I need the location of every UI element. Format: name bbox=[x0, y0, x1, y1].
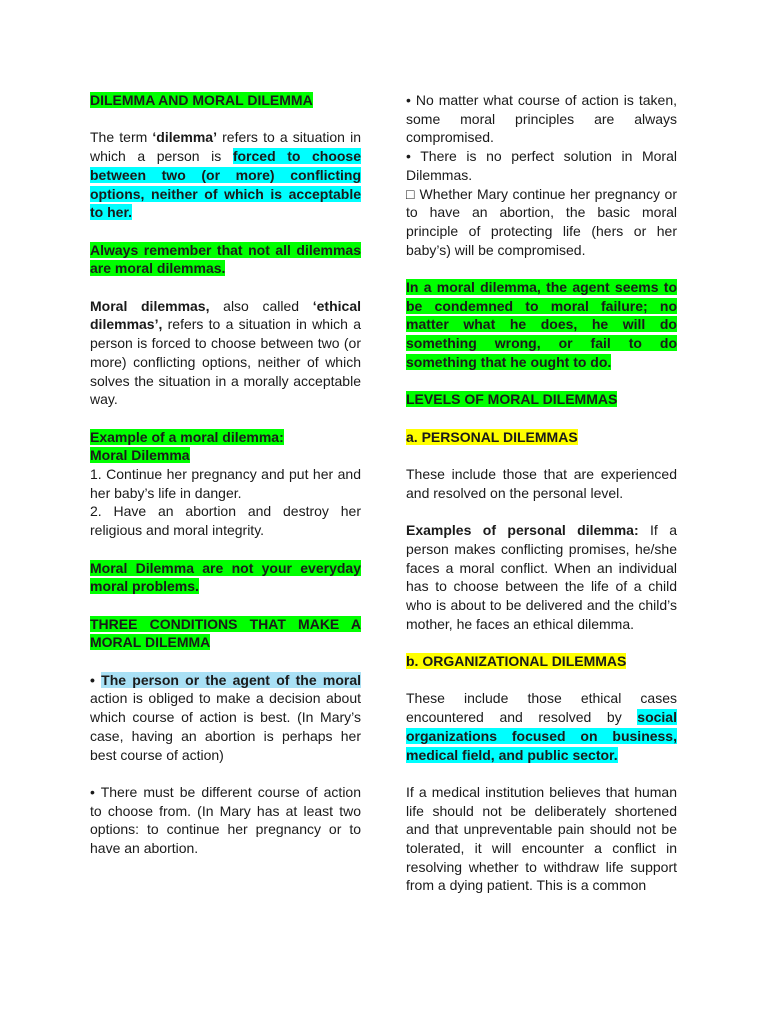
mary-example: □ Whether Mary continue her pregnancy or to have an abortion, the basic moral principle of protecting life (hers or her baby’s) will be compromised. bbox=[406, 185, 677, 258]
heading-organizational-dilemmas: b. ORGANIZATIONAL DILEMMAS bbox=[406, 653, 627, 669]
text-run: action is obliged to make a decision about which course of action is best. (In Mary’s case, having an abortion is perhaps her best course of action) bbox=[90, 690, 361, 763]
organizational-dilemmas-text bbox=[406, 689, 677, 764]
section-heading-levels: LEVELS OF MORAL DILEMMAS bbox=[406, 391, 618, 408]
term-moral-dilemmas: Moral dilemmas, bbox=[90, 297, 210, 314]
left-column bbox=[90, 91, 361, 876]
condition-1 bbox=[90, 671, 361, 765]
moral-dilemma-definition bbox=[90, 297, 361, 409]
condition-2: • There must be different course of action to choose from. (In Mary has at least two options: to continue her pregnancy or to have an abortion. bbox=[90, 783, 361, 856]
medical-institution-example: If a medical institution believes that human life should not be deliberately shortened and that unpreventable pain should not be tolerated, it will encounter a conflict in resolving whether to withdraw life support from a dying patient. This is a common bbox=[406, 783, 677, 894]
reminder-note: Always remember that not all dilemmas are moral dilemmas. bbox=[90, 241, 361, 277]
moral-failure-note: In a moral dilemma, the agent seems to be condemned to moral failure; no matter what he does, he will do something wrong, or fail to do something that he ought to do. bbox=[406, 279, 677, 370]
highlight-definition: forced to choose between two (or more) conflicting options, neither of which is acceptable to her. bbox=[90, 148, 362, 221]
heading-personal-dilemmas: a. PERSONAL DILEMMAS bbox=[406, 428, 578, 445]
text-run: also called bbox=[209, 297, 313, 314]
personal-dilemmas-text: These include those that are experienced and resolved on the personal level. bbox=[406, 466, 677, 501]
not-everyday-note: Moral Dilemma are not your everyday moral problems. bbox=[90, 559, 361, 595]
term-ethical-dilemmas: ‘ethical dilemmas’, bbox=[90, 297, 361, 333]
bullet: • bbox=[90, 671, 102, 688]
right-column bbox=[406, 91, 677, 914]
text-run: refers to a situation in which a person is bbox=[90, 129, 361, 165]
example-item-1: 1. Continue her pregnancy and put her and her baby’s life in danger. bbox=[90, 466, 361, 501]
personal-dilemma-example bbox=[406, 521, 677, 633]
section-heading-dilemma: DILEMMA AND MORAL DILEMMA bbox=[90, 92, 313, 108]
examples-label: Examples of personal dilemma: bbox=[406, 522, 639, 539]
example-heading: Example of a moral dilemma: bbox=[90, 428, 284, 445]
section-heading-three-conditions: THREE CONDITIONS THAT MAKE A MORAL DILEMMA bbox=[90, 615, 361, 651]
dilemma-definition bbox=[90, 128, 361, 222]
example-subheading: Moral Dilemma bbox=[90, 447, 190, 464]
condition-3: • No matter what course of action is taken, some moral principles are always compromised. bbox=[406, 92, 677, 146]
highlight-organizations: social organizations focused on business, medical field, and public sector. bbox=[406, 709, 677, 763]
text-run: The term bbox=[90, 129, 153, 146]
highlight-condition-1: The person or the agent of the moral bbox=[101, 671, 362, 688]
text-run: refers to a situation in which a person is forced to choose between two (or more) conflicting options, neither of which solves the situation in a morally acceptable way. bbox=[90, 316, 361, 408]
term-dilemma: ‘dilemma’ bbox=[152, 129, 217, 146]
text-run: These include those ethical cases encountered and resolved by bbox=[406, 690, 677, 726]
condition-4: • There is no perfect solution in Moral Dilemmas. bbox=[406, 148, 677, 183]
text-run: If a person makes conflicting promises, he/she faces a moral conflict. When an individual has to choose between the life of a child who is about to be delivered and the child’s mother, he faces an ethical dilemma. bbox=[406, 522, 677, 632]
example-item-2: 2. Have an abortion and destroy her religious and moral integrity. bbox=[90, 503, 361, 539]
